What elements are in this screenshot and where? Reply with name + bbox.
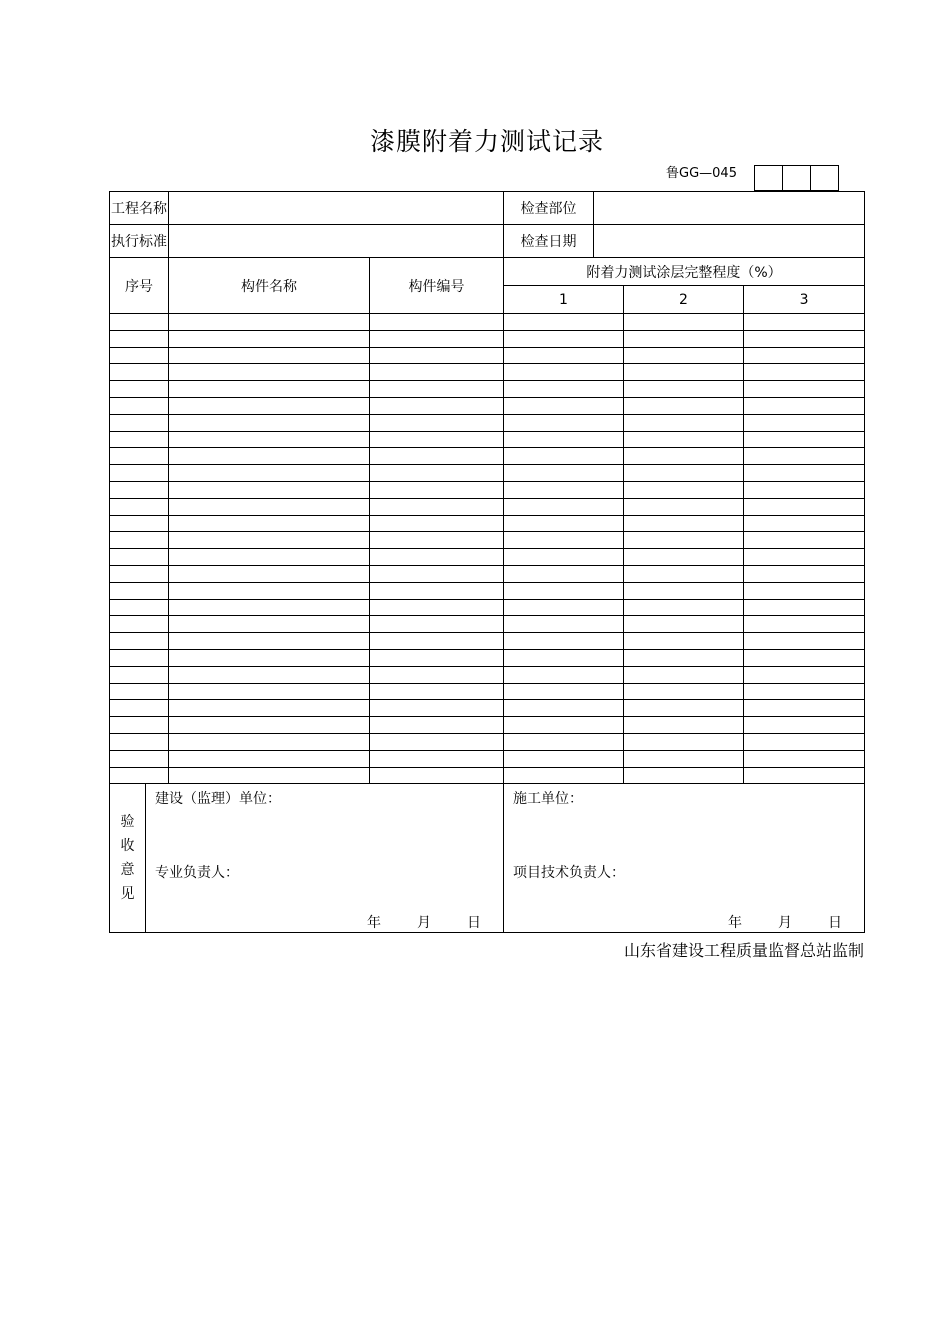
cell-component-no[interactable] [370, 700, 504, 717]
cell-test-1[interactable] [504, 633, 624, 650]
cell-component-no[interactable] [370, 448, 504, 465]
cell-test-2[interactable] [624, 515, 744, 532]
standard-field[interactable] [169, 225, 504, 258]
inspection-part-field[interactable] [594, 192, 865, 225]
table-row [110, 666, 865, 683]
cell-seq[interactable] [110, 649, 169, 666]
cell-seq[interactable] [110, 666, 169, 683]
cell-test-2[interactable] [624, 616, 744, 633]
cell-test-2[interactable] [624, 448, 744, 465]
cell-seq[interactable] [110, 733, 169, 750]
cell-component-name[interactable] [169, 733, 370, 750]
acceptance-label [110, 784, 146, 933]
cell-component-no[interactable] [370, 666, 504, 683]
month-label: 月 [778, 915, 793, 932]
day-label: 日 [467, 915, 482, 932]
cell-component-name[interactable] [169, 347, 370, 364]
cell-component-name[interactable] [169, 448, 370, 465]
inspection-date-field[interactable] [594, 225, 865, 258]
cell-test-2[interactable] [624, 364, 744, 381]
cell-test-3[interactable] [744, 649, 865, 666]
cell-test-3[interactable] [744, 717, 865, 734]
cell-component-no[interactable] [370, 431, 504, 448]
cell-component-no[interactable] [370, 330, 504, 347]
cell-test-2[interactable] [624, 750, 744, 767]
cell-seq[interactable] [110, 397, 169, 414]
cell-test-3[interactable] [744, 381, 865, 398]
cell-test-1[interactable] [504, 733, 624, 750]
cell-component-name[interactable] [169, 582, 370, 599]
cell-component-no[interactable] [370, 750, 504, 767]
cell-test-2[interactable] [624, 314, 744, 331]
cell-test-1[interactable] [504, 515, 624, 532]
cell-component-no[interactable] [370, 717, 504, 734]
cell-component-name[interactable] [169, 330, 370, 347]
cell-component-no[interactable] [370, 532, 504, 549]
cell-test-1[interactable] [504, 649, 624, 666]
cell-test-1[interactable] [504, 582, 624, 599]
table-row [110, 330, 865, 347]
acceptance-char: 意 [120, 862, 135, 879]
cell-test-3[interactable] [744, 767, 865, 784]
cell-test-2[interactable] [624, 381, 744, 398]
cell-test-3[interactable] [744, 515, 865, 532]
cell-component-name[interactable] [169, 431, 370, 448]
cell-component-name[interactable] [169, 683, 370, 700]
col-test-1: 1 [504, 286, 624, 314]
cell-seq[interactable] [110, 599, 169, 616]
table-row [110, 414, 865, 431]
acceptance-char: 收 [120, 838, 135, 855]
cell-component-no[interactable] [370, 314, 504, 331]
cell-test-2[interactable] [624, 465, 744, 482]
table-row [110, 347, 865, 364]
cell-component-name[interactable] [169, 397, 370, 414]
cell-test-2[interactable] [624, 666, 744, 683]
cell-test-3[interactable] [744, 465, 865, 482]
cell-test-2[interactable] [624, 565, 744, 582]
cell-test-3[interactable] [744, 666, 865, 683]
cell-test-1[interactable] [504, 481, 624, 498]
cell-seq[interactable] [110, 582, 169, 599]
cell-component-name[interactable] [169, 515, 370, 532]
col-test-2: 2 [624, 286, 744, 314]
cell-test-1[interactable] [504, 448, 624, 465]
cell-test-3[interactable] [744, 733, 865, 750]
supervisor-person-label: 专业负责人： [155, 865, 239, 882]
table-row [110, 750, 865, 767]
cell-test-2[interactable] [624, 481, 744, 498]
cell-component-no[interactable] [370, 347, 504, 364]
project-name-label: 工程名称 [110, 192, 169, 225]
table-row [110, 683, 865, 700]
table-row [110, 700, 865, 717]
cell-component-name[interactable] [169, 549, 370, 566]
table-row [110, 498, 865, 515]
contractor-date [692, 912, 842, 932]
cell-component-no[interactable] [370, 465, 504, 482]
cell-component-no[interactable] [370, 582, 504, 599]
cell-seq[interactable] [110, 448, 169, 465]
cell-component-no[interactable] [370, 414, 504, 431]
table-row [110, 717, 865, 734]
month-label: 月 [417, 915, 432, 932]
cell-test-3[interactable] [744, 414, 865, 431]
contractor-person-label: 项目技术负责人： [513, 865, 626, 882]
form-code: 鲁GG—045 [666, 166, 737, 181]
cell-test-1[interactable] [504, 347, 624, 364]
cell-test-3[interactable] [744, 633, 865, 650]
cell-component-name[interactable] [169, 364, 370, 381]
cell-test-1[interactable] [504, 431, 624, 448]
cell-test-3[interactable] [744, 565, 865, 582]
contractor-cell[interactable] [504, 784, 865, 933]
code-box[interactable] [754, 165, 783, 191]
table-row [110, 532, 865, 549]
cell-test-1[interactable] [504, 750, 624, 767]
cell-component-name[interactable] [169, 649, 370, 666]
cell-component-name[interactable] [169, 381, 370, 398]
table-row [110, 314, 865, 331]
table-row [110, 364, 865, 381]
cell-test-1[interactable] [504, 397, 624, 414]
cell-seq[interactable] [110, 717, 169, 734]
code-boxes [755, 165, 839, 191]
cell-component-name[interactable] [169, 599, 370, 616]
cell-seq[interactable] [110, 565, 169, 582]
cell-test-3[interactable] [744, 314, 865, 331]
cell-seq[interactable] [110, 515, 169, 532]
cell-test-1[interactable] [504, 465, 624, 482]
cell-seq[interactable] [110, 465, 169, 482]
cell-test-1[interactable] [504, 616, 624, 633]
cell-test-2[interactable] [624, 717, 744, 734]
cell-test-2[interactable] [624, 733, 744, 750]
cell-test-2[interactable] [624, 498, 744, 515]
cell-component-name[interactable] [169, 314, 370, 331]
cell-test-1[interactable] [504, 767, 624, 784]
cell-component-no[interactable] [370, 397, 504, 414]
cell-test-2[interactable] [624, 649, 744, 666]
cell-test-2[interactable] [624, 414, 744, 431]
cell-test-3[interactable] [744, 498, 865, 515]
inspection-part-label: 检查部位 [504, 192, 594, 225]
cell-seq[interactable] [110, 347, 169, 364]
supervisor-date [331, 912, 481, 932]
cell-component-no[interactable] [370, 549, 504, 566]
table-row [110, 599, 865, 616]
table-row [110, 465, 865, 482]
cell-test-3[interactable] [744, 683, 865, 700]
project-name-field[interactable] [169, 192, 504, 225]
cell-test-3[interactable] [744, 616, 865, 633]
col-seq: 序号 [110, 258, 169, 314]
cell-test-3[interactable] [744, 397, 865, 414]
col-component-no: 构件编号 [370, 258, 504, 314]
cell-seq[interactable] [110, 481, 169, 498]
cell-test-1[interactable] [504, 532, 624, 549]
cell-test-1[interactable] [504, 683, 624, 700]
acceptance-char: 见 [120, 886, 135, 903]
cell-test-3[interactable] [744, 582, 865, 599]
cell-component-no[interactable] [370, 599, 504, 616]
cell-seq[interactable] [110, 700, 169, 717]
cell-component-name[interactable] [169, 750, 370, 767]
cell-seq[interactable] [110, 633, 169, 650]
cell-seq[interactable] [110, 330, 169, 347]
cell-test-1[interactable] [504, 364, 624, 381]
cell-test-2[interactable] [624, 330, 744, 347]
cell-test-3[interactable] [744, 532, 865, 549]
cell-test-3[interactable] [744, 330, 865, 347]
cell-test-3[interactable] [744, 750, 865, 767]
inspection-date-label: 检查日期 [504, 225, 594, 258]
cell-component-name[interactable] [169, 498, 370, 515]
cell-test-1[interactable] [504, 381, 624, 398]
cell-test-2[interactable] [624, 397, 744, 414]
cell-component-name[interactable] [169, 565, 370, 582]
cell-test-1[interactable] [504, 599, 624, 616]
data-rows [110, 314, 865, 784]
cell-test-1[interactable] [504, 700, 624, 717]
cell-seq[interactable] [110, 750, 169, 767]
cell-component-no[interactable] [370, 633, 504, 650]
cell-component-name[interactable] [169, 481, 370, 498]
cell-test-2[interactable] [624, 767, 744, 784]
col-test-3: 3 [744, 286, 865, 314]
cell-component-no[interactable] [370, 364, 504, 381]
year-label: 年 [728, 915, 743, 932]
cell-component-name[interactable] [169, 767, 370, 784]
cell-test-2[interactable] [624, 633, 744, 650]
cell-component-no[interactable] [370, 649, 504, 666]
cell-test-3[interactable] [744, 448, 865, 465]
footer-issuer: 山东省建设工程质量监督总站监制 [623, 941, 864, 960]
cell-test-1[interactable] [504, 666, 624, 683]
cell-component-name[interactable] [169, 633, 370, 650]
cell-seq[interactable] [110, 364, 169, 381]
acceptance-char: 验 [120, 814, 135, 831]
cell-seq[interactable] [110, 414, 169, 431]
cell-test-2[interactable] [624, 599, 744, 616]
cell-component-no[interactable] [370, 381, 504, 398]
cell-seq[interactable] [110, 381, 169, 398]
table-row [110, 565, 865, 582]
cell-test-3[interactable] [744, 347, 865, 364]
record-table [109, 191, 865, 933]
cell-component-name[interactable] [169, 532, 370, 549]
standard-label: 执行标准 [110, 225, 169, 258]
cell-test-2[interactable] [624, 347, 744, 364]
cell-seq[interactable] [110, 532, 169, 549]
cell-component-name[interactable] [169, 666, 370, 683]
cell-test-3[interactable] [744, 431, 865, 448]
table-row [110, 616, 865, 633]
cell-seq[interactable] [110, 767, 169, 784]
cell-test-3[interactable] [744, 599, 865, 616]
code-box[interactable] [782, 165, 811, 191]
cell-seq[interactable] [110, 549, 169, 566]
cell-seq[interactable] [110, 616, 169, 633]
table-row [110, 448, 865, 465]
page-title: 漆膜附着力测试记录 [369, 127, 604, 156]
cell-test-1[interactable] [504, 549, 624, 566]
cell-test-3[interactable] [744, 481, 865, 498]
table-row [110, 649, 865, 666]
cell-component-no[interactable] [370, 733, 504, 750]
cell-component-no[interactable] [370, 515, 504, 532]
cell-seq[interactable] [110, 314, 169, 331]
cell-test-1[interactable] [504, 498, 624, 515]
cell-test-2[interactable] [624, 532, 744, 549]
cell-test-3[interactable] [744, 700, 865, 717]
cell-component-no[interactable] [370, 683, 504, 700]
cell-test-1[interactable] [504, 717, 624, 734]
cell-test-2[interactable] [624, 700, 744, 717]
table-row [110, 431, 865, 448]
cell-component-no[interactable] [370, 498, 504, 515]
table-row [110, 633, 865, 650]
table-row [110, 481, 865, 498]
cell-test-1[interactable] [504, 314, 624, 331]
cell-component-name[interactable] [169, 700, 370, 717]
cell-test-2[interactable] [624, 431, 744, 448]
cell-test-1[interactable] [504, 565, 624, 582]
table-row [110, 733, 865, 750]
cell-test-1[interactable] [504, 414, 624, 431]
supervisor-cell[interactable] [146, 784, 504, 933]
cell-test-3[interactable] [744, 549, 865, 566]
table-row [110, 582, 865, 599]
cell-seq[interactable] [110, 683, 169, 700]
code-box[interactable] [810, 165, 839, 191]
cell-component-no[interactable] [370, 481, 504, 498]
cell-test-2[interactable] [624, 683, 744, 700]
table-row [110, 549, 865, 566]
year-label: 年 [367, 915, 382, 932]
cell-component-name[interactable] [169, 616, 370, 633]
cell-test-1[interactable] [504, 330, 624, 347]
cell-seq[interactable] [110, 431, 169, 448]
day-label: 日 [828, 915, 843, 932]
table-row [110, 767, 865, 784]
cell-component-no[interactable] [370, 767, 504, 784]
cell-component-name[interactable] [169, 414, 370, 431]
cell-component-no[interactable] [370, 565, 504, 582]
cell-component-no[interactable] [370, 616, 504, 633]
cell-test-3[interactable] [744, 364, 865, 381]
cell-component-name[interactable] [169, 465, 370, 482]
cell-seq[interactable] [110, 498, 169, 515]
table-row [110, 381, 865, 398]
cell-component-name[interactable] [169, 717, 370, 734]
table-row [110, 397, 865, 414]
col-adhesion-group: 附着力测试涂层完整程度（%） [504, 258, 865, 286]
cell-test-2[interactable] [624, 549, 744, 566]
supervisor-unit-label: 建设（监理）单位： [155, 791, 281, 808]
col-component-name: 构件名称 [169, 258, 370, 314]
cell-test-2[interactable] [624, 582, 744, 599]
table-row [110, 515, 865, 532]
contractor-unit-label: 施工单位： [513, 791, 584, 808]
